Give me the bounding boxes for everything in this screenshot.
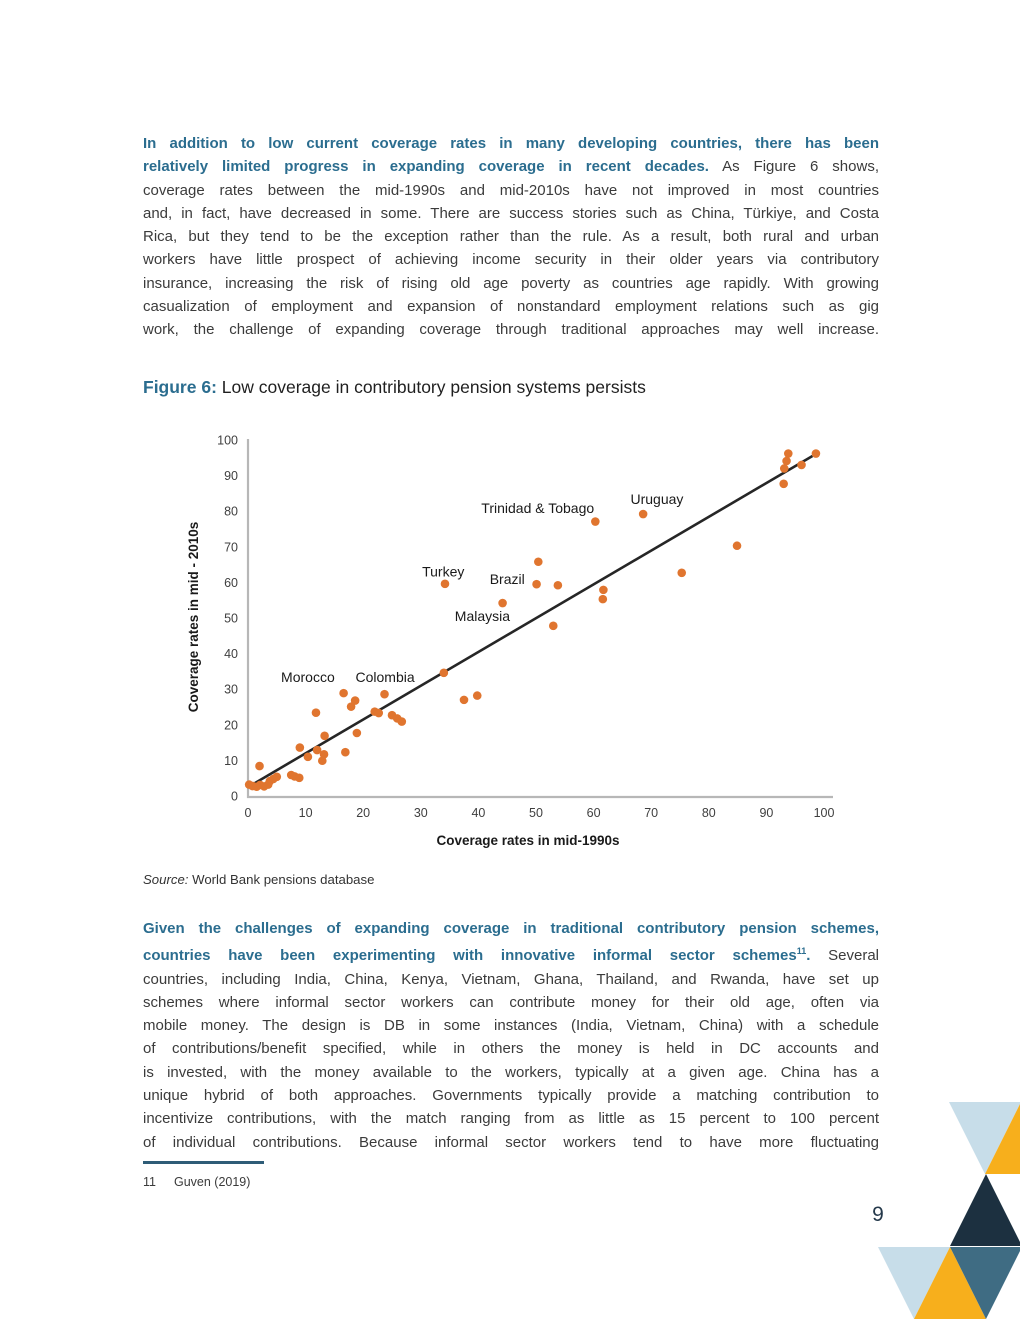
text-line bbox=[143, 202, 879, 225]
text-line bbox=[143, 940, 879, 967]
data-point bbox=[374, 709, 383, 718]
data-point bbox=[534, 557, 543, 566]
y-axis-title: Coverage rates in mid - 2010s bbox=[186, 521, 201, 713]
y-tick-label: 30 bbox=[224, 682, 238, 697]
y-tick-label: 0 bbox=[231, 789, 238, 804]
data-point bbox=[473, 691, 482, 700]
text-segment: Given the challenges of expanding coverage in traditional contributory pension schemes, bbox=[143, 920, 879, 937]
y-tick-label: 90 bbox=[224, 469, 238, 484]
footnote-number: 11 bbox=[143, 1175, 156, 1189]
country-label: Turkey bbox=[422, 563, 465, 580]
data-point bbox=[797, 461, 806, 470]
text-segment: Several bbox=[810, 947, 880, 965]
footnote-reference: 11 bbox=[796, 946, 807, 957]
data-point bbox=[273, 772, 282, 781]
text-line bbox=[143, 179, 879, 202]
country-label: Uruguay bbox=[630, 491, 684, 508]
data-point bbox=[380, 690, 389, 699]
text-segment: of individual contributions. Because informal sector workers tend to have more fluctuating bbox=[143, 1133, 879, 1151]
second-paragraph bbox=[143, 917, 879, 1154]
data-point bbox=[779, 479, 788, 488]
data-point bbox=[295, 774, 304, 783]
text-segment: countries have been experimenting with innovative informal sector schemes bbox=[143, 947, 797, 965]
data-point bbox=[351, 696, 360, 705]
text-line bbox=[143, 295, 879, 318]
source-text: World Bank pensions database bbox=[188, 872, 375, 887]
data-point bbox=[549, 622, 558, 631]
text-segment: casualization of employment and expansion of nonstandard employment relations such as gig bbox=[143, 298, 879, 316]
text-line bbox=[143, 225, 879, 248]
text-line bbox=[143, 248, 879, 271]
x-axis-title: Coverage rates in mid-1990s bbox=[436, 833, 620, 848]
country-label: Colombia bbox=[355, 669, 415, 686]
data-point bbox=[677, 568, 686, 577]
figure-label: Figure 6: bbox=[143, 377, 217, 397]
country-label: Morocco bbox=[281, 669, 335, 686]
text-line bbox=[143, 1061, 879, 1084]
x-tick-label: 40 bbox=[471, 806, 486, 820]
y-tick-label: 10 bbox=[224, 753, 238, 768]
data-point bbox=[441, 580, 450, 589]
text-segment: In addition to low current coverage rates in many developing countries, there has been bbox=[143, 135, 879, 152]
text-segment: mobile money. The design is DB in some instances (India, Vietnam, China) with a schedule bbox=[143, 1017, 879, 1035]
page-number: 9 bbox=[872, 1203, 884, 1226]
text-line bbox=[143, 1131, 879, 1154]
text-line bbox=[143, 1037, 879, 1060]
text-segment: countries, including India, China, Kenya, Vietnam, Ghana, Thailand, and Rwanda, have set up bbox=[143, 970, 879, 988]
data-point bbox=[312, 708, 321, 717]
data-point bbox=[554, 581, 563, 590]
country-label: Trinidad & Tobago bbox=[481, 499, 595, 516]
text-segment: Rica, but they tend to be the exception rather than the rule. As a result, both rural and urban bbox=[143, 228, 879, 246]
intro-paragraph bbox=[143, 132, 879, 342]
text-segment: and, in fact, have decreased in some. There are success stories such as China, Türkiye, and Costa bbox=[143, 204, 879, 222]
y-tick-label: 80 bbox=[224, 504, 238, 519]
x-tick-label: 30 bbox=[413, 806, 428, 820]
x-tick-label: 50 bbox=[529, 806, 543, 820]
data-point bbox=[591, 517, 600, 526]
country-label: Brazil bbox=[489, 570, 525, 587]
y-tick-label: 70 bbox=[224, 540, 238, 555]
text-line bbox=[143, 318, 879, 341]
data-point bbox=[639, 510, 648, 519]
data-point bbox=[733, 541, 742, 550]
footnote-divider bbox=[143, 1161, 264, 1164]
x-tick-label: 70 bbox=[644, 806, 659, 820]
data-point bbox=[498, 599, 507, 608]
x-tick-label: 0 bbox=[244, 806, 252, 820]
text-segment: . bbox=[806, 947, 811, 965]
text-segment: is invested, with the money available to the workers, typically at a given age. China has a bbox=[143, 1063, 879, 1081]
country-label: Malaysia bbox=[454, 607, 511, 624]
figure-source bbox=[143, 872, 743, 887]
text-line bbox=[143, 272, 879, 295]
text-line bbox=[143, 1084, 879, 1107]
data-point bbox=[599, 595, 608, 604]
text-segment: of contributions/benefit specified, while in others the money is held in DC accounts and bbox=[143, 1040, 879, 1058]
data-point bbox=[599, 586, 608, 595]
footnote-text: Guven (2019) bbox=[173, 1175, 251, 1189]
x-tick-label: 100 bbox=[813, 806, 835, 820]
footnote bbox=[143, 1175, 543, 1189]
data-point bbox=[397, 717, 406, 726]
data-point bbox=[320, 732, 329, 741]
data-point bbox=[780, 464, 789, 473]
text-line bbox=[143, 968, 879, 991]
x-tick-label: 60 bbox=[586, 806, 601, 820]
data-point bbox=[440, 669, 449, 678]
text-line bbox=[143, 991, 879, 1014]
text-line bbox=[143, 132, 879, 155]
data-point bbox=[812, 449, 821, 458]
y-tick-label: 40 bbox=[224, 647, 238, 662]
text-segment: coverage rates between the mid-1990s and mid-2010s have not improved in most countries bbox=[143, 181, 879, 199]
scatter-plot-svg bbox=[160, 425, 850, 865]
y-tick-label: 20 bbox=[224, 718, 238, 733]
data-point bbox=[339, 689, 348, 698]
x-tick-label: 90 bbox=[759, 806, 774, 820]
text-segment: schemes where informal sector workers can contribute money for their old age, often via bbox=[143, 993, 879, 1011]
text-segment: unique hybrid of both approaches. Governments typically provide a matching contribution to bbox=[143, 1087, 879, 1105]
data-point bbox=[782, 457, 791, 466]
text-segment: incentivize contributions, with the match ranging from as little as 15 percent to 100 percent bbox=[143, 1110, 879, 1128]
data-point bbox=[460, 696, 469, 705]
x-tick-label: 20 bbox=[356, 806, 371, 820]
triangle-navy-middle bbox=[950, 1174, 1020, 1246]
x-tick-label: 80 bbox=[701, 806, 716, 820]
text-segment: insurance, increasing the risk of rising old age poverty as countries age rapidly. With growing bbox=[143, 274, 879, 292]
x-tick-label: 10 bbox=[298, 806, 313, 820]
text-line bbox=[143, 1107, 879, 1130]
text-segment: relatively limited progress in expanding coverage in recent decades. bbox=[143, 158, 709, 176]
data-point bbox=[532, 580, 541, 589]
data-point bbox=[784, 449, 793, 458]
text-line bbox=[143, 917, 879, 940]
data-point bbox=[255, 762, 264, 771]
source-label: Source: bbox=[143, 872, 189, 887]
figure-title bbox=[143, 377, 903, 398]
text-line bbox=[143, 1014, 879, 1037]
text-line bbox=[143, 155, 879, 178]
data-point bbox=[341, 748, 350, 757]
scatter-chart bbox=[160, 425, 850, 865]
data-point bbox=[353, 729, 362, 738]
text-segment: work, the challenge of expanding coverage through traditional approaches may well increase. bbox=[143, 321, 879, 339]
figure-title-text: Low coverage in contributory pension systems persists bbox=[216, 377, 646, 397]
y-tick-label: 100 bbox=[217, 433, 238, 448]
y-tick-label: 50 bbox=[224, 611, 238, 626]
data-point bbox=[304, 753, 313, 762]
corner-triangle-decoration bbox=[860, 1090, 1020, 1320]
data-point bbox=[296, 743, 305, 752]
y-tick-label: 60 bbox=[224, 575, 238, 590]
data-point bbox=[320, 750, 329, 759]
text-segment: workers have little prospect of achieving income security in their older years via contributory bbox=[143, 251, 879, 269]
text-segment: As Figure 6 shows, bbox=[708, 158, 879, 176]
